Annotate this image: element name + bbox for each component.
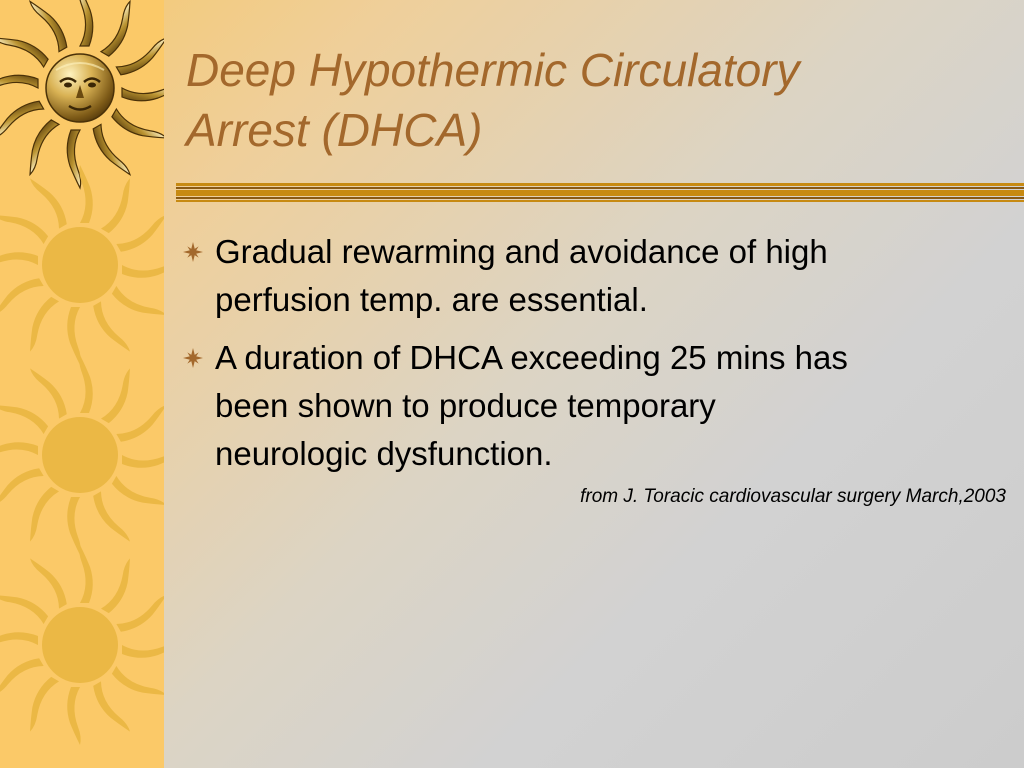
sun-icon [0,355,164,555]
title-divider [176,180,1024,204]
bullet-list [180,228,1010,488]
sun-icon [0,545,164,745]
title-line: Arrest (DHCA) [186,104,483,156]
bullet-line: perfusion temp. are essential. [215,281,648,318]
sun-icon [0,165,164,365]
star-bullet-icon [182,347,204,369]
star-bullet-icon [182,241,204,263]
bullet-line: neurologic dysfunction. [215,435,553,472]
sidebar [0,0,164,768]
bullet-line: been shown to produce temporary [215,387,716,424]
slide-title [186,40,1006,160]
bullet-line: Gradual rewarming and avoidance of high [215,233,828,270]
title-line: Deep Hypothermic Circulatory [186,44,800,96]
citation: from J. Toracic cardiovascular surgery March,2003 [580,486,1006,507]
sun-face-icon [0,0,164,188]
bullet-line: A duration of DHCA exceeding 25 mins has [215,339,848,376]
sidebar-art [0,0,164,768]
bullet-item [180,228,1010,324]
bullet-item [180,334,1010,478]
